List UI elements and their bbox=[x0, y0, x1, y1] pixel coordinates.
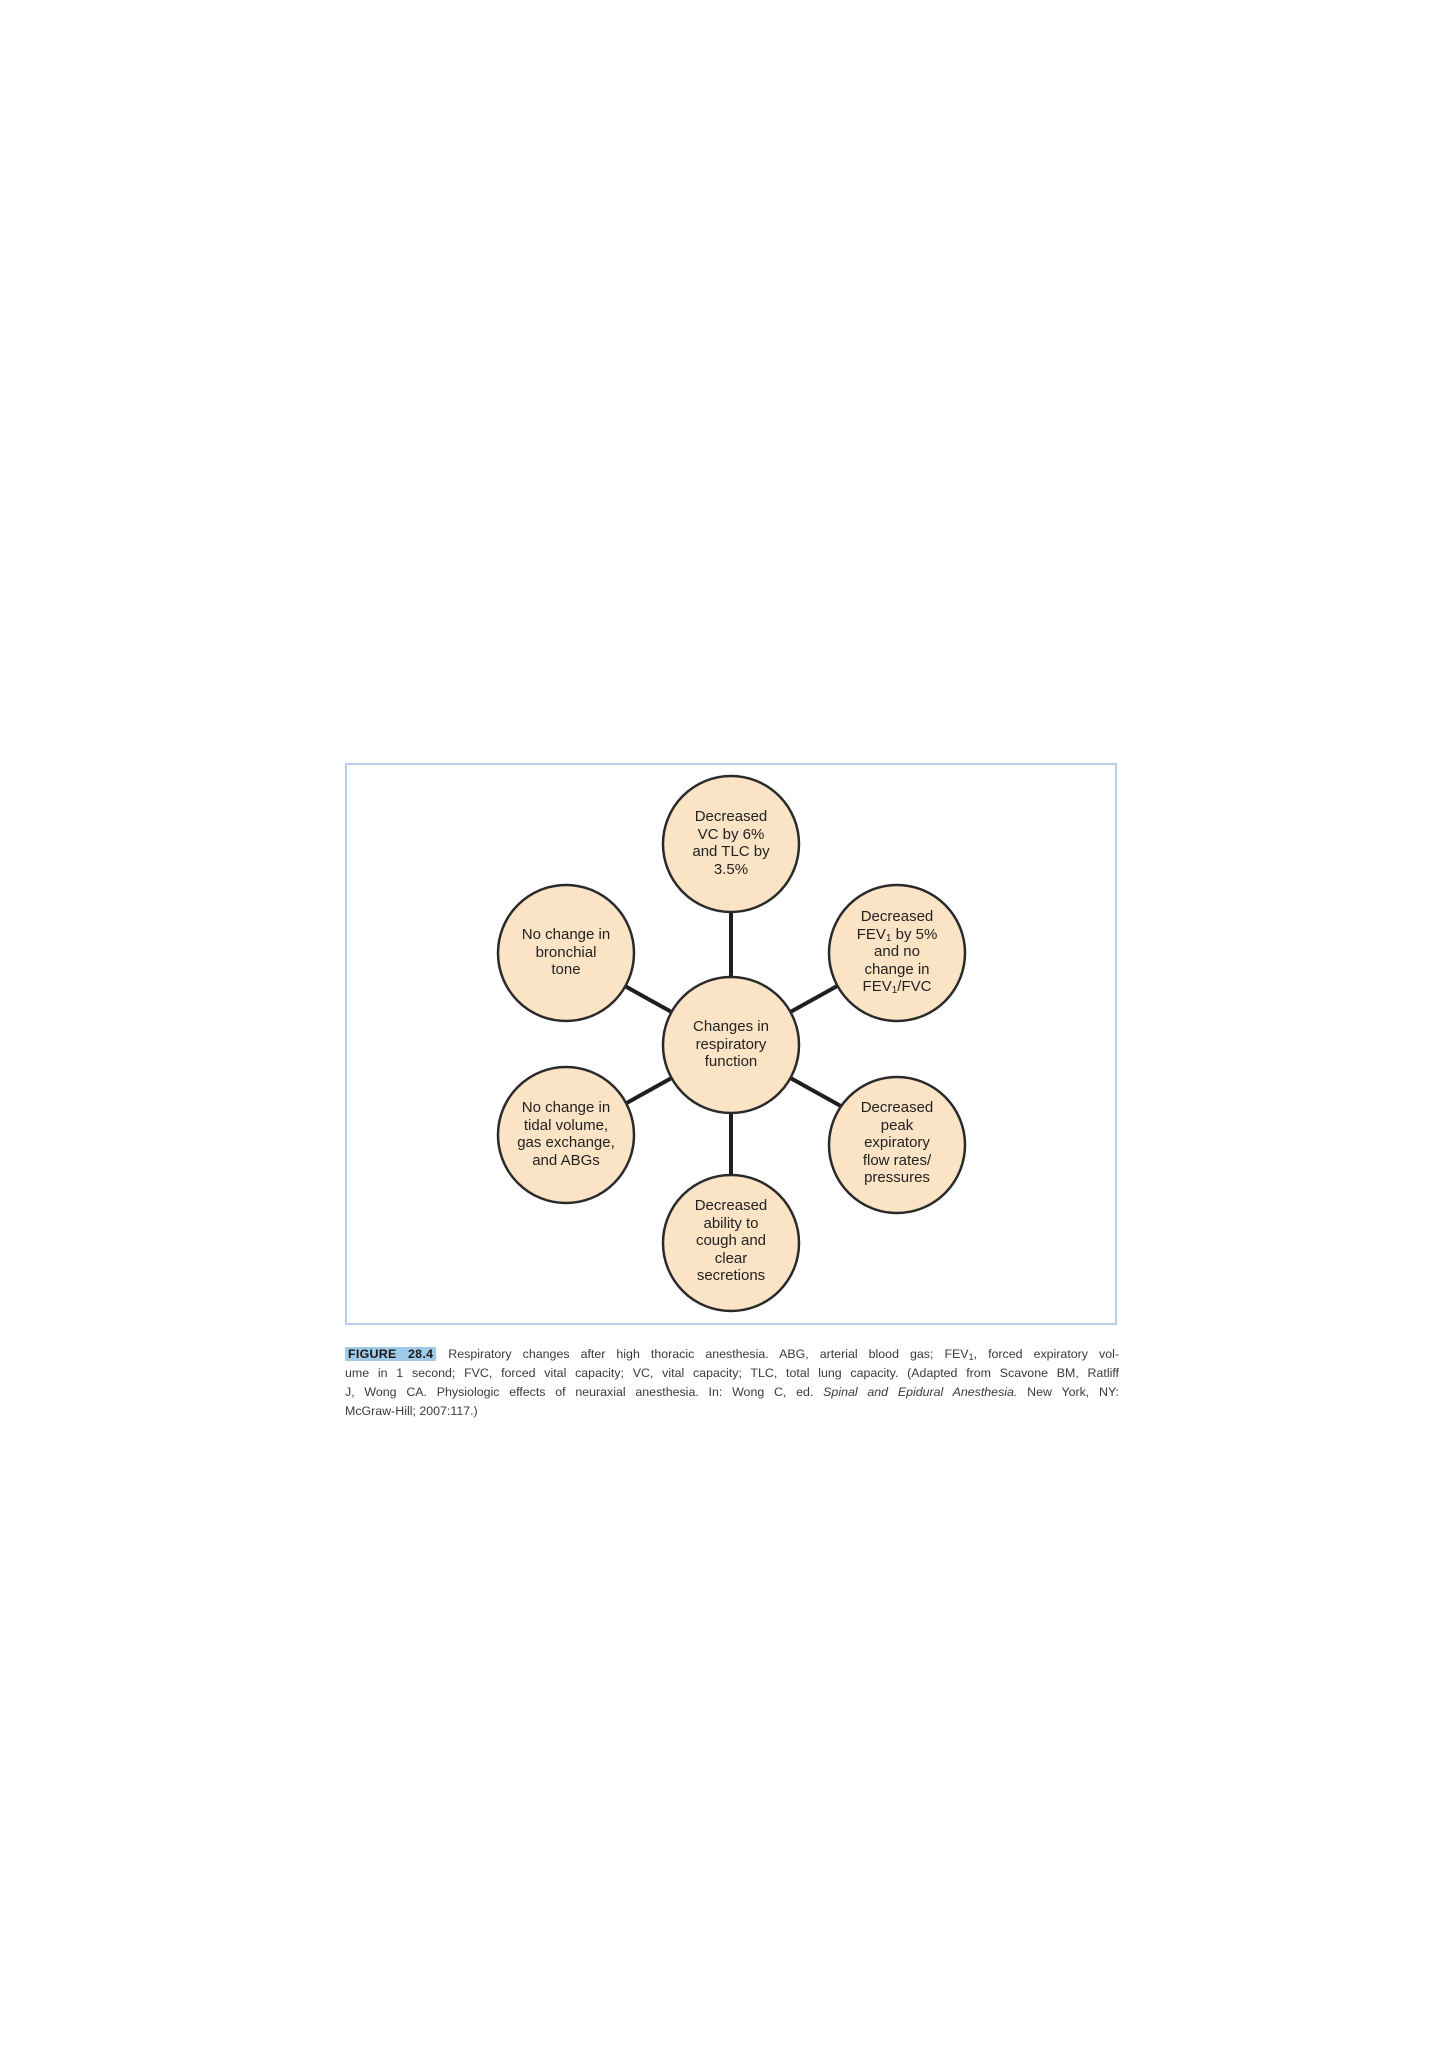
fev-text: FEV bbox=[856, 925, 886, 943]
node-lower-right-line: expiratory bbox=[864, 1134, 930, 1151]
node-upper-left-line: tone bbox=[551, 961, 581, 978]
node-top-line: and TLC by bbox=[692, 843, 770, 860]
node-bottom-line: ability to bbox=[703, 1214, 759, 1232]
node-upper-right-label bbox=[837, 908, 957, 996]
node-bottom-line: clear bbox=[714, 1249, 748, 1267]
node-top-line: VC by 6% bbox=[697, 825, 765, 843]
node-bottom-line: cough and bbox=[695, 1232, 767, 1249]
node-center-label bbox=[671, 1018, 791, 1071]
caption-text: , forced expiratory vol- bbox=[973, 1347, 1119, 1361]
caption-text: J, Wong CA. Physiologic effects of neuraxial anesthesia. In: Wong C, ed. bbox=[345, 1385, 824, 1399]
node-top-line: 3.5% bbox=[713, 860, 749, 878]
node-upper-right-line bbox=[837, 978, 957, 996]
figure-frame bbox=[345, 763, 1117, 1325]
node-lower-left-line: gas exchange, bbox=[517, 1134, 615, 1151]
figure-label: FIGURE 28.4 bbox=[345, 1347, 436, 1361]
caption-book-title: Spinal and Epidural Anesthesia. bbox=[823, 1385, 1018, 1399]
caption-line bbox=[345, 1383, 1119, 1402]
node-lower-left-line: No change in bbox=[521, 1099, 611, 1116]
node-lower-left-label bbox=[506, 1099, 626, 1169]
caption-text: New York, NY: bbox=[1017, 1385, 1119, 1399]
node-bottom-label bbox=[671, 1197, 791, 1285]
node-top-line: Decreased bbox=[694, 808, 768, 825]
node-bottom-line: secretions bbox=[696, 1267, 766, 1284]
fev-rest: by 5% bbox=[891, 925, 938, 943]
caption-line: McGraw-Hill; 2007:117.) bbox=[345, 1404, 478, 1418]
node-bottom-line: Decreased bbox=[694, 1197, 768, 1214]
node-center-line: function bbox=[704, 1053, 758, 1070]
caption-line bbox=[345, 1345, 1119, 1364]
node-lower-right-line: peak bbox=[880, 1116, 914, 1134]
fev-text: FEV bbox=[862, 978, 892, 995]
caption-subscript: 1 bbox=[968, 1352, 974, 1362]
node-upper-right-line bbox=[837, 926, 957, 944]
node-lower-right-label bbox=[837, 1099, 957, 1187]
node-upper-right-line: change in bbox=[864, 960, 930, 978]
node-upper-left-line: No change in bbox=[521, 926, 611, 943]
node-upper-left-label bbox=[506, 926, 626, 979]
node-upper-left-line: bronchial bbox=[535, 943, 597, 961]
fev-rest: /FVC bbox=[897, 978, 932, 995]
node-upper-right-line: Decreased bbox=[860, 908, 934, 925]
node-lower-left-line: tidal volume, bbox=[523, 1116, 609, 1134]
figure-caption bbox=[345, 1345, 1119, 1421]
node-lower-right-line: Decreased bbox=[860, 1099, 934, 1116]
node-top-label bbox=[671, 808, 791, 878]
node-center-line: Changes in bbox=[693, 1018, 769, 1035]
node-center-line: respiratory bbox=[695, 1035, 767, 1053]
caption-text: Respiratory changes after high thoracic anesthesia. ABG, arterial blood gas; FEV bbox=[448, 1347, 969, 1361]
node-lower-left-line: and ABGs bbox=[532, 1151, 600, 1169]
caption-line: ume in 1 second; FVC, forced vital capacity; VC, vital capacity; TLC, total lung capacity. (Adapted from Scavone BM, Ratliff bbox=[345, 1366, 1119, 1380]
node-lower-right-line: pressures bbox=[864, 1169, 930, 1186]
node-upper-right-line: and no bbox=[874, 943, 920, 960]
fev-subscript: 1 bbox=[891, 985, 898, 996]
fev-subscript: 1 bbox=[885, 932, 892, 944]
node-lower-right-line: flow rates/ bbox=[862, 1151, 932, 1169]
